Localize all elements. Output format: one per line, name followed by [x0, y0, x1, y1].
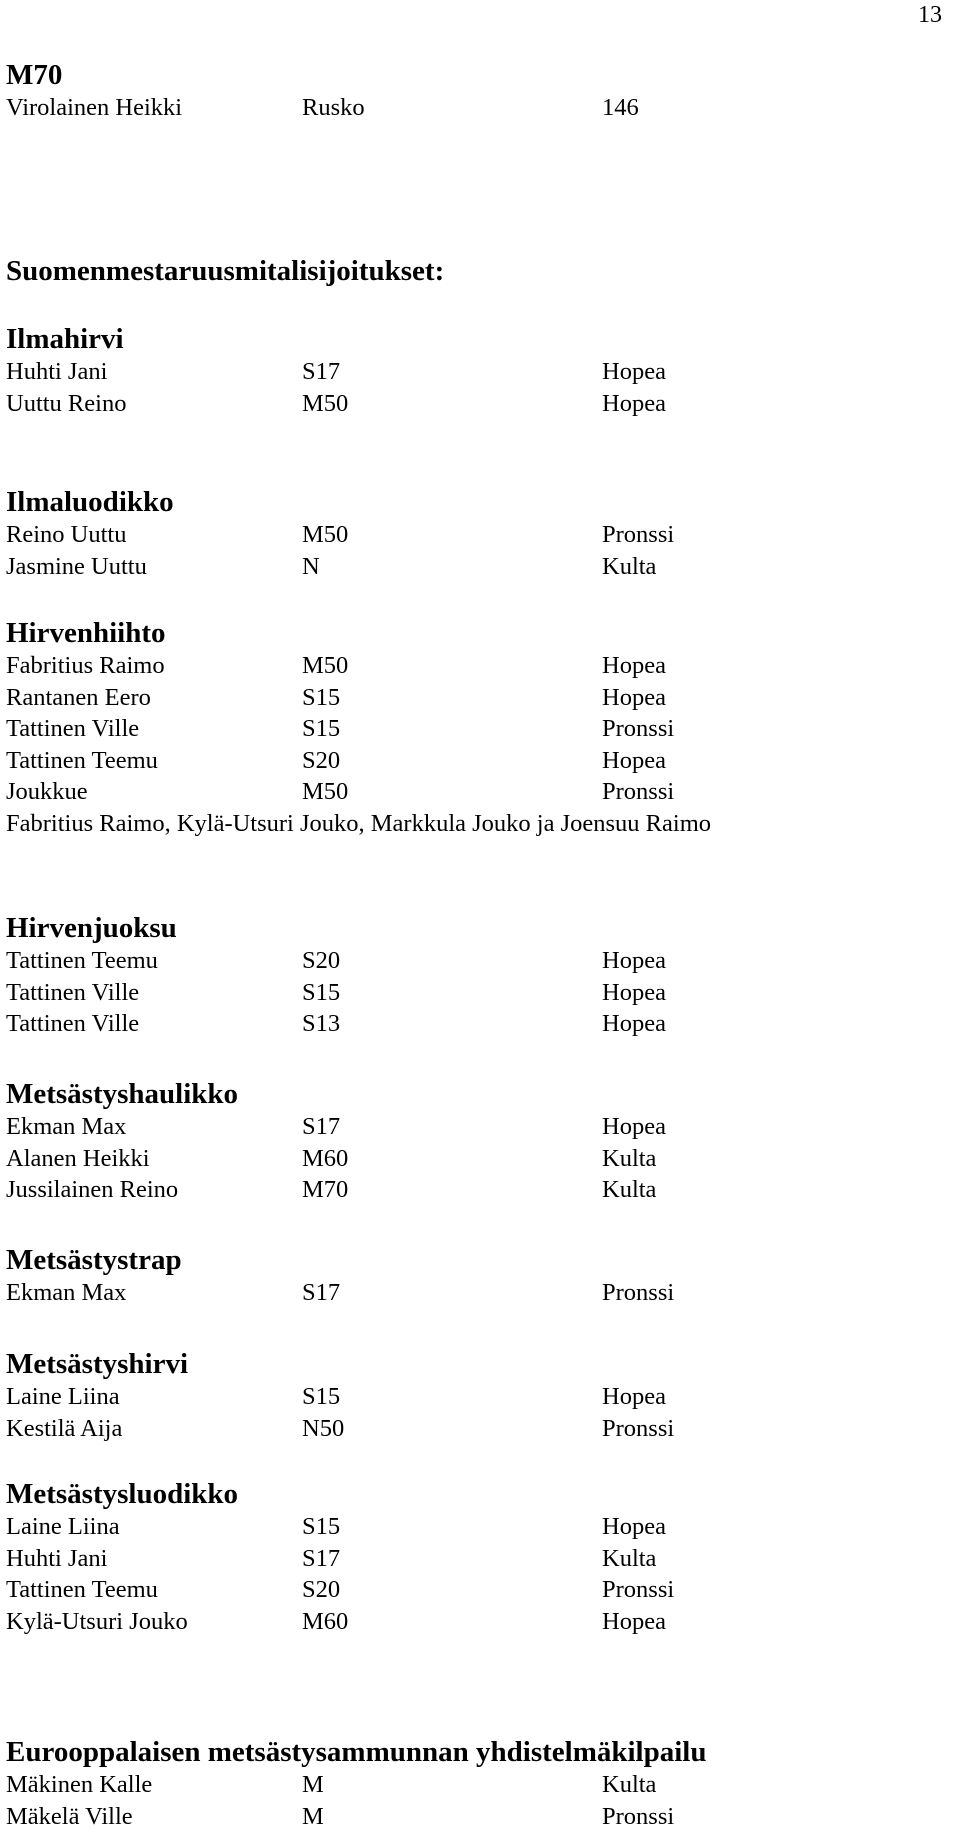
result-medal: Hopea [602, 388, 666, 420]
section-heading: Metsästysluodikko [6, 1477, 906, 1511]
result-name: Kestilä Aija [6, 1413, 122, 1445]
result-row [6, 519, 906, 551]
result-class: M [302, 1801, 324, 1832]
result-class: M50 [302, 650, 348, 682]
result-row [6, 92, 906, 124]
result-name: Huhti Jani [6, 1543, 107, 1575]
section-ilmaluodikko [6, 485, 906, 582]
section-hirvenhiihto [6, 616, 906, 839]
section-heading: Metsästyshaulikko [6, 1077, 906, 1111]
section-heading: Ilmaluodikko [6, 485, 906, 519]
result-medal: Pronssi [602, 1574, 674, 1606]
result-row [6, 1174, 906, 1206]
result-name: Laine Liina [6, 1511, 120, 1543]
section-metsastyshaulikko [6, 1077, 906, 1206]
result-medal: Hopea [602, 945, 666, 977]
result-class: S17 [302, 1111, 340, 1143]
result-place: Rusko [302, 92, 365, 124]
result-medal: Hopea [602, 1606, 666, 1638]
result-name: Jasmine Uuttu [6, 551, 147, 583]
result-medal: Hopea [602, 682, 666, 714]
section-heading: Hirvenjuoksu [6, 911, 906, 945]
result-class: M50 [302, 776, 348, 808]
result-medal: Hopea [602, 1111, 666, 1143]
result-name: Mäkinen Kalle [6, 1769, 152, 1801]
result-class: S17 [302, 1543, 340, 1575]
result-row [6, 1381, 906, 1413]
result-row [6, 713, 906, 745]
section-heading: Hirvenhiihto [6, 616, 906, 650]
result-name: Mäkelä Ville [6, 1801, 133, 1832]
result-name: Ekman Max [6, 1277, 126, 1309]
result-name: Joukkue [6, 776, 88, 808]
result-class: S15 [302, 682, 340, 714]
result-row [6, 1574, 906, 1606]
result-name: Tattinen Ville [6, 1008, 139, 1040]
result-row [6, 1008, 906, 1040]
result-name: Reino Uuttu [6, 519, 126, 551]
result-row [6, 650, 906, 682]
result-medal: Pronssi [602, 1801, 674, 1832]
result-medal: Pronssi [602, 519, 674, 551]
result-name: Kylä-Utsuri Jouko [6, 1606, 188, 1638]
team-members-note: Fabritius Raimo, Kylä-Utsuri Jouko, Markkula Jouko ja Joensuu Raimo [6, 808, 906, 840]
result-medal: Hopea [602, 1511, 666, 1543]
result-medal: Hopea [602, 1008, 666, 1040]
result-medal: Pronssi [602, 1277, 674, 1309]
result-medal: Kulta [602, 1543, 656, 1575]
result-name: Laine Liina [6, 1381, 120, 1413]
result-row [6, 1413, 906, 1445]
result-row [6, 1769, 906, 1801]
result-row [6, 1111, 906, 1143]
result-row [6, 1801, 906, 1832]
result-medal: Kulta [602, 1174, 656, 1206]
result-class: S13 [302, 1008, 340, 1040]
result-row [6, 356, 906, 388]
section-hirvenjuoksu [6, 911, 906, 1040]
result-name: Tattinen Teemu [6, 945, 158, 977]
result-class: S20 [302, 745, 340, 777]
result-class: S17 [302, 1277, 340, 1309]
result-row [6, 977, 906, 1009]
result-class: N [302, 551, 320, 583]
result-class: M50 [302, 519, 348, 551]
result-name: Huhti Jani [6, 356, 107, 388]
result-row [6, 745, 906, 777]
result-row [6, 682, 906, 714]
main-title: Suomenmestaruusmitalisijoitukset: [6, 254, 906, 288]
result-row [6, 1511, 906, 1543]
result-class: M60 [302, 1143, 348, 1175]
result-class: M60 [302, 1606, 348, 1638]
result-medal: Pronssi [602, 713, 674, 745]
result-class: M [302, 1769, 324, 1801]
result-name: Virolainen Heikki [6, 92, 182, 124]
result-row [6, 776, 906, 808]
result-name: Tattinen Teemu [6, 1574, 158, 1606]
result-row [6, 1277, 906, 1309]
section-heading: Eurooppalaisen metsästysammunnan yhdistelmäkilpailu [6, 1735, 906, 1769]
result-medal: Kulta [602, 551, 656, 583]
section-ilmahirvi [6, 322, 906, 419]
result-row [6, 945, 906, 977]
result-class: S15 [302, 977, 340, 1009]
result-row [6, 1543, 906, 1575]
result-name: Ekman Max [6, 1111, 126, 1143]
result-name: Tattinen Ville [6, 713, 139, 745]
result-name: Uuttu Reino [6, 388, 126, 420]
result-name: Tattinen Ville [6, 977, 139, 1009]
result-class: N50 [302, 1413, 344, 1445]
section-metsastyshirvi [6, 1347, 906, 1444]
result-class: S20 [302, 1574, 340, 1606]
result-medal: Kulta [602, 1769, 656, 1801]
section-heading: M70 [6, 58, 906, 92]
section-heading: Ilmahirvi [6, 322, 906, 356]
result-name: Rantanen Eero [6, 682, 151, 714]
page-number: 13 [918, 2, 942, 29]
result-row [6, 388, 906, 420]
result-medal: Hopea [602, 650, 666, 682]
section-heading: Metsästystrap [6, 1243, 906, 1277]
result-row [6, 1606, 906, 1638]
result-class: S15 [302, 713, 340, 745]
section-heading: Metsästyshirvi [6, 1347, 906, 1381]
result-medal: Kulta [602, 1143, 656, 1175]
result-class: S17 [302, 356, 340, 388]
section-yhdistelmakilpailu [6, 1735, 906, 1832]
result-score: 146 [602, 92, 639, 124]
result-class: M50 [302, 388, 348, 420]
result-name: Jussilainen Reino [6, 1174, 178, 1206]
result-medal: Hopea [602, 977, 666, 1009]
result-medal: Hopea [602, 745, 666, 777]
result-row [6, 1143, 906, 1175]
result-medal: Hopea [602, 356, 666, 388]
result-class: S15 [302, 1511, 340, 1543]
section-metsastysluodikko [6, 1477, 906, 1637]
section-m70 [6, 58, 906, 124]
result-medal: Pronssi [602, 776, 674, 808]
section-metsastystrap [6, 1243, 906, 1309]
result-medal: Hopea [602, 1381, 666, 1413]
result-name: Tattinen Teemu [6, 745, 158, 777]
result-class: S15 [302, 1381, 340, 1413]
main-title-block [6, 254, 906, 288]
result-class: S20 [302, 945, 340, 977]
result-medal: Pronssi [602, 1413, 674, 1445]
result-name: Fabritius Raimo [6, 650, 165, 682]
result-name: Alanen Heikki [6, 1143, 150, 1175]
result-class: M70 [302, 1174, 348, 1206]
result-row [6, 551, 906, 583]
